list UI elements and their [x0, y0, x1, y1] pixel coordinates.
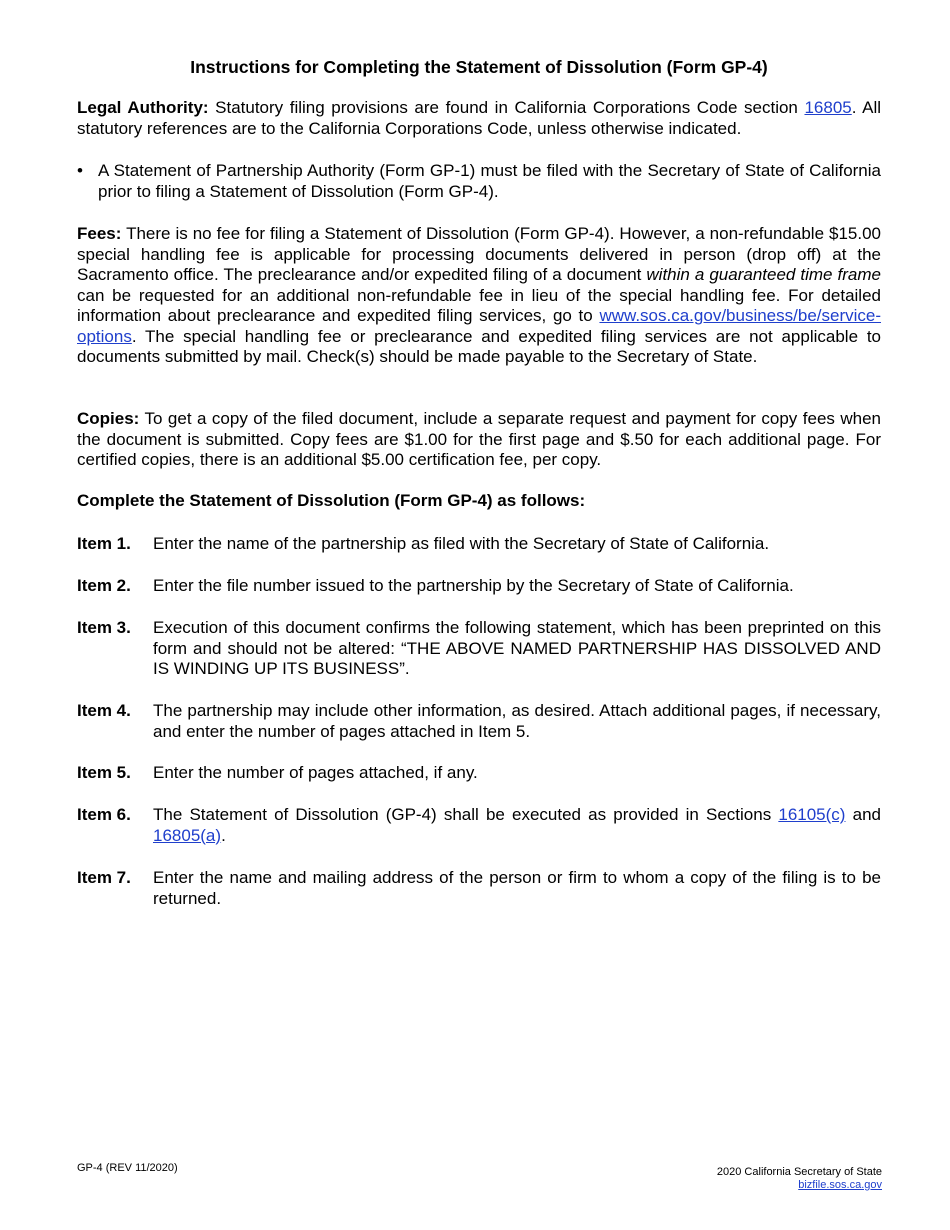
item-3 [77, 618, 881, 680]
fees-paragraph [77, 224, 881, 368]
fees-text-end: . The special handling fee or preclearance and expedited filing services are not applicable to documents submitted by mail. Check(s) should be made payable to the Secretary of State. [77, 326, 881, 366]
form-revision: GP-4 (REV 11/2020) [77, 1162, 178, 1174]
item-text: Enter the number of pages attached, if any. [153, 763, 478, 782]
fees-text-middle: can be requested for an additional non-refundable fee in lieu of the special handling fee. For detailed information about preclearance and expedited filing services, go to [77, 285, 881, 325]
gp1-requirement-bullet [77, 161, 881, 202]
item-label: Item 5. [77, 763, 131, 782]
bizfile-link[interactable]: bizfile.sos.ca.gov [798, 1179, 882, 1191]
item-6 [77, 805, 881, 846]
section-16105c-link[interactable]: 16105(c) [778, 805, 846, 824]
complete-heading: Complete the Statement of Dissolution (Form GP-4) as follows: [77, 491, 586, 510]
item-text: Enter the file number issued to the partnership by the Secretary of State of California. [153, 576, 794, 595]
item-6-text: The Statement of Dissolution (GP-4) shall be executed as provided in Sections [153, 805, 779, 824]
item-6-period: . [221, 825, 226, 845]
service-options-link[interactable]: www.sos.ca.gov/business/be/service-options [77, 306, 881, 346]
copies-paragraph [77, 409, 881, 471]
fees-italic-text: within a guaranteed time frame [646, 265, 881, 284]
item-label: Item 3. [77, 618, 131, 637]
page-title: Instructions for Completing the Statement of Dissolution (Form GP-4) [190, 57, 768, 77]
fees-label: Fees: [77, 224, 122, 243]
item-label: Item 4. [77, 701, 131, 720]
legal-authority-text: Statutory filing provisions are found in California Corporations Code section [208, 98, 805, 117]
item-text: Execution of this document confirms the following statement, which has been preprinted on this form and should not be altered: “THE ABOVE NAMED PARTNERSHIP HAS DISSOLVED AND IS WINDING UP ITS BUSINESS”. [153, 618, 881, 678]
fees-text: There is no fee for filing a Statement of Dissolution (Form GP-4). However, a non-refundable $15.00 special handling fee is applicable for processing documents delivered in person (drop off) at the Sacramento office. The preclearance and/or expedited filing of a document [77, 224, 881, 284]
item-text [153, 805, 881, 846]
bullet-icon: • [77, 161, 83, 180]
item-1 [77, 534, 881, 555]
item-4 [77, 701, 881, 742]
item-2 [77, 576, 881, 597]
item-6-and: and [845, 805, 881, 824]
copies-text: To get a copy of the filed document, include a separate request and payment for copy fees when the document is submitted. Copy fees are $1.00 for the first page and $.50 for each additional page. For certified copies, there is an additional $5.00 certification fee, per copy. [77, 409, 881, 469]
legal-authority-text-end: . All statutory references are to the California Corporations Code, unless otherwise indicated. [77, 98, 882, 138]
item-7 [77, 868, 881, 909]
item-label: Item 1. [77, 534, 131, 553]
item-label: Item 6. [77, 805, 131, 824]
legal-authority-paragraph [77, 98, 881, 139]
item-5 [77, 763, 881, 784]
item-label: Item 7. [77, 868, 131, 887]
item-text: Enter the name and mailing address of the person or firm to whom a copy of the filing is to be returned. [153, 868, 881, 908]
copies-label: Copies: [77, 409, 140, 428]
footer-right [717, 1166, 882, 1192]
bullet-text: A Statement of Partnership Authority (Form GP-1) must be filed with the Secretary of State of California prior to filing a Statement of Dissolution (Form GP-4). [98, 161, 881, 201]
item-label: Item 2. [77, 576, 131, 595]
copyright-text: 2020 California Secretary of State [716, 1166, 882, 1178]
item-text: Enter the name of the partnership as filed with the Secretary of State of California. [153, 534, 770, 553]
legal-authority-label: Legal Authority: [77, 98, 209, 117]
section-16805a-link[interactable]: 16805(a) [153, 825, 222, 845]
item-text: The partnership may include other information, as desired. Attach additional pages, if necessary, and enter the number of pages attached in Item 5. [153, 701, 881, 741]
section-16805-link[interactable]: 16805 [804, 98, 852, 117]
